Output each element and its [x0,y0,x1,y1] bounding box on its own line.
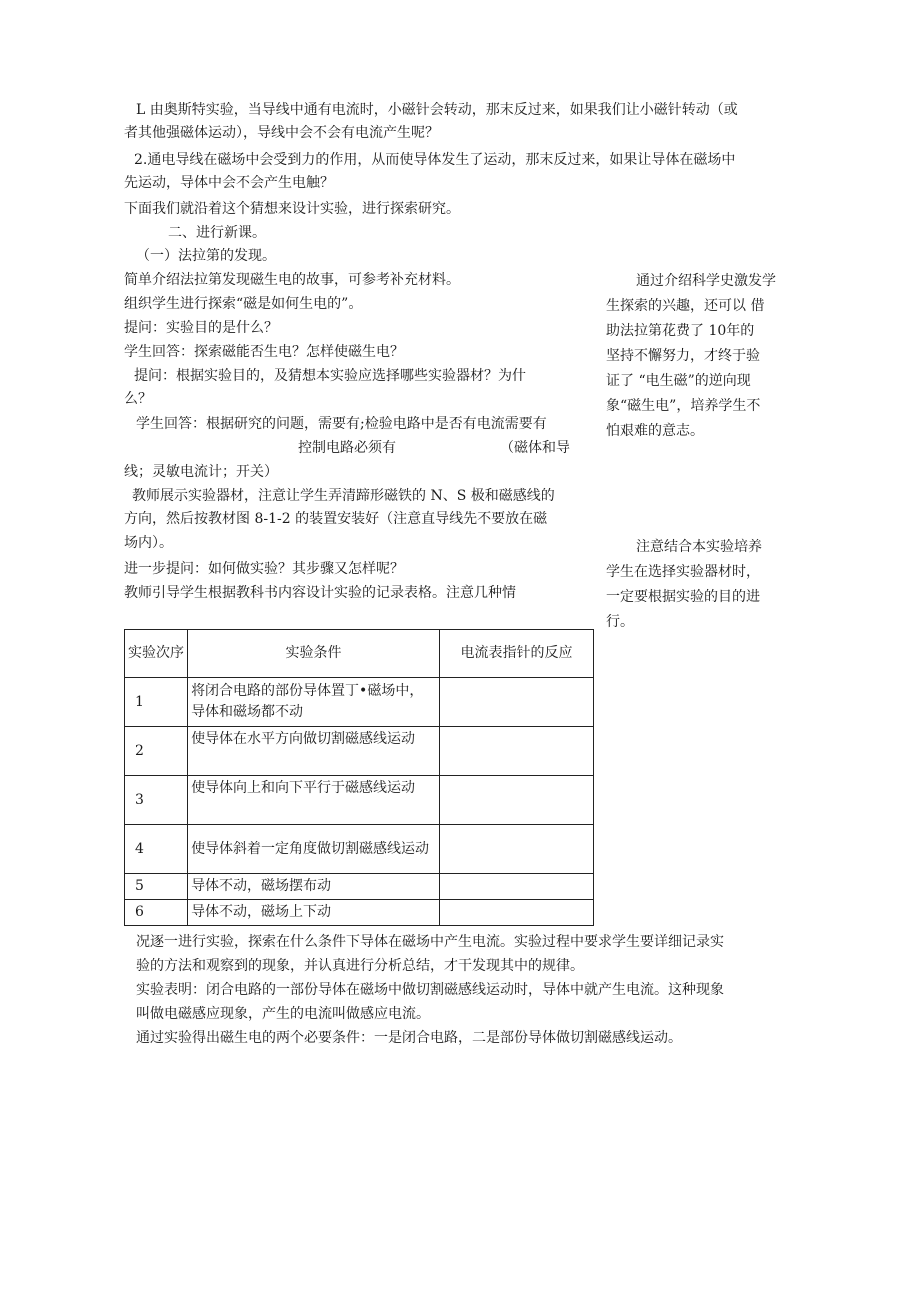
trial-condition: 使导体在水平方向做切割磁感线运动 [188,727,440,776]
trial-number: 1 [125,678,188,727]
trial-response [440,825,594,874]
trial-condition: 将闭合电路的部份导体置丁•磁场中，导体和磁场都不动 [188,678,440,727]
header-meter-response: 电流表指针的反应 [440,630,594,678]
trial-number: 2 [125,727,188,776]
body-line: 实验表明：闭合电路的一部份导体在磁场中做切割磁感线运动时，导体中就产生电流。这种现象 [136,982,724,998]
body-line: 提问：根据实验目的，及猜想本实验应选择哪些实验器材？为什 [134,368,526,384]
side-note-line: 注意结合本实验培养 [636,539,762,555]
side-note-line: 学生在选择实验器材时， [606,564,760,580]
side-note-equipment [606,535,806,635]
body-line: 提问：实验目的是什么？ [124,320,278,336]
trial-response [440,678,594,727]
side-note-line: 象“磁生电”，培养学生不 [606,398,761,414]
header-condition: 实验条件 [188,630,440,678]
table-row [125,874,594,900]
body-line: L 由奥斯特实验，当导线中通有电流时，小磁针会转动，那末反过来，如果我们让小磁针转动（或 [136,102,738,118]
subsection-heading: （一）法拉第的发现。 [136,248,276,264]
table-row [125,678,594,727]
body-line: 2.通电导线在磁场中会受到力的作用，从而使导体发生了运动，那末反过来，如果让导体在磁场中 [134,152,736,168]
header-trial-number: 实验次序 [125,630,188,678]
trial-response [440,900,594,926]
trial-number: 4 [125,825,188,874]
table-header-row [125,630,594,678]
body-line: 下面我们就沿着这个猜想来设计实验，进行探索研究。 [124,201,460,217]
body-line: 教师引导学生根据教科书内容设计实验的记录表格。注意几种情 [124,585,516,601]
body-line: 先运动，导体中会不会产生电触？ [124,175,334,191]
table-row [125,727,594,776]
body-line: 组织学生进行探索“磁是如何生电的”。 [124,296,363,312]
body-line: 场内）。 [124,535,173,551]
body-line: 学生回答：根据研究的问题，需要有;检验电路中是否有电流需要有 [136,416,547,432]
side-note-line: 行。 [606,614,634,630]
section-heading: 二、进行新课。 [168,225,266,241]
side-note-line: 通过介绍科学史激发学 [636,273,776,289]
body-line: 叫做电磁感应现象，产生的电流叫做感应电流。 [136,1006,430,1022]
trial-number: 3 [125,776,188,825]
side-note-line: 一定要根据实验的目的进 [606,589,760,605]
body-line: 么？ [124,391,152,407]
body-line: 教师展示实验器材，注意让学生弄清蹄形磁铁的 N、S 极和磁感线的 [132,488,555,504]
trial-condition: 使导体斜着一定角度做切割磁感线运动 [188,825,440,874]
side-note-history [606,269,806,444]
experiment-table [124,629,594,926]
trial-condition: 导体不动，磁场上下动 [188,900,440,926]
trial-response [440,874,594,900]
body-line: 控制电路必须有 [298,440,396,456]
table-row [125,900,594,926]
body-line: 方向，然后按教材图 8-1-2 的装置安装好（注意直导线先不要放在磁 [124,511,548,527]
body-line: 况逐一进行实验，探索在什么条件下导体在磁场中产生电流。实验过程中要求学生要详细记录实 [136,934,724,950]
side-note-line: 坚持不懈努力，才终于验 [606,348,760,364]
trial-number: 5 [125,874,188,900]
table-row [125,825,594,874]
trial-condition: 使导体向上和向下平行于磁感线运动 [188,776,440,825]
body-line: 简单介绍法拉第发现磁生电的故事，可参考补充材料。 [124,272,460,288]
trial-condition: 导体不动，磁场摆布动 [188,874,440,900]
body-line: 通过实验得出磁生电的两个必要条件：一是闭合电路，二是部份导体做切割磁感线运动。 [136,1030,682,1046]
body-line: 学生回答：探索磁能否生电？怎样使磁生电？ [124,344,404,360]
side-note-line: 怕艰难的意志。 [606,423,704,439]
body-line: 验的方法和观察到的现象，并认真进行分析总结，才干发现其中的规律。 [136,958,584,974]
trial-response [440,776,594,825]
body-line: 进一步提问：如何做实验？其步骤又怎样呢？ [124,561,404,577]
trial-response [440,727,594,776]
body-line: （磁体和导 [500,440,570,456]
side-note-line: 助法拉第花费了 10年的 [606,323,755,339]
side-note-line: 生探索的兴趣，还可以 借 [606,298,765,314]
table-row [125,776,594,825]
trial-number: 6 [125,900,188,926]
side-note-line: 证了 “电生磁”的逆向现 [606,373,751,389]
body-line: 者其他强磁体运动），导线中会不会有电流产生呢？ [124,125,439,141]
body-line: 线；灵敏电流计；开关） [124,464,278,480]
